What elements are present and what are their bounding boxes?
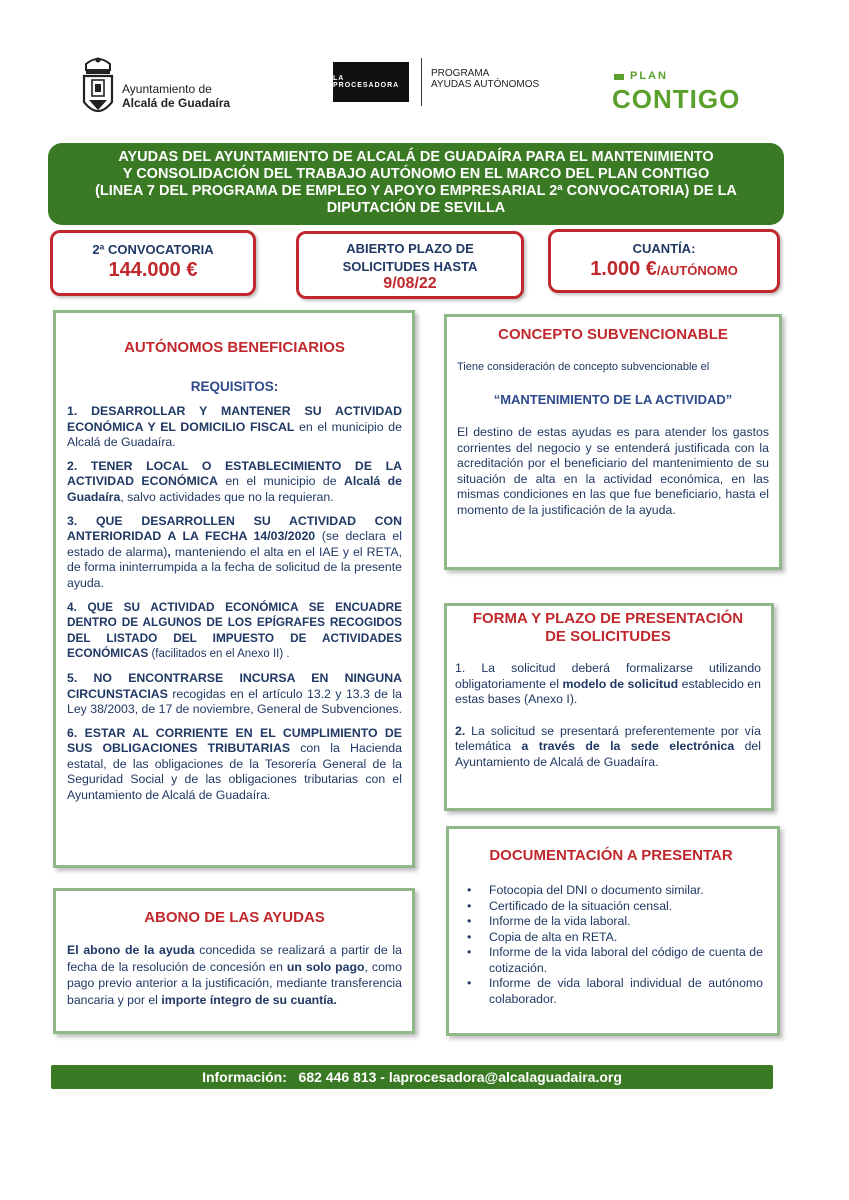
forma-p2 (455, 724, 761, 771)
requisito-2-bold: 2. TENER LOCAL O ESTABLECIMIENTO DE LA ACTIVIDAD ECONÓMICA (67, 458, 402, 489)
banner-line2: Y CONSOLIDACIÓN DEL TRABAJO AUTÓNOMO EN EL MARCO DEL PLAN CONTIGO (122, 166, 710, 182)
requisito-5 (67, 671, 402, 718)
forma-p2-num: 2. (455, 723, 466, 738)
requisito-5-bold: 5. NO ENCONTRARSE INCURSA EN NINGUNA CIRCUNSTACIAS (67, 670, 402, 701)
requisito-5-text: recogidas en el artículo 13.2 y 13.3 de la Ley 38/2003, de 17 de noviembre, General de Subvenciones. (67, 686, 402, 717)
list-item: • Copia de alta en RETA. (459, 930, 763, 946)
banner-line1: AYUDAS DEL AYUNTAMIENTO DE ALCALÁ DE GUADAÍRA PARA EL MANTENIMIENTO (118, 149, 714, 165)
info-footer (51, 1065, 773, 1089)
cuantia-box (548, 229, 780, 293)
forma-p1-bold: modelo de solicitud (562, 676, 679, 691)
contigo-label: CONTIGO (612, 84, 741, 114)
plazo-box (296, 231, 524, 299)
cuantia-value: 1.000 € (590, 258, 657, 280)
requisito-2-bold2: Alcalá de Guadaíra (67, 474, 403, 504)
footer-contact: 682 446 813 - laprocesadora@alcalaguadaira.org (298, 1069, 622, 1085)
requisito-4-text: (facilitados en el Anexo II) . (148, 648, 290, 661)
ayuntamiento-logo (80, 56, 250, 122)
plazo-date: 9/08/22 (383, 275, 437, 292)
coat-of-arms-icon (80, 56, 116, 122)
requisito-3-text: (se declara el estado de alarma) (67, 529, 402, 559)
documentacion-list (459, 883, 763, 1007)
plan-label: PLAN (630, 70, 668, 82)
requisito-6 (67, 726, 402, 804)
forma-p1-text: 1. La solicitud deberá formalizarse utilizando obligatoriamente el (455, 661, 761, 691)
requisito-4-bold: 4. QUE SU ACTIVIDAD ECONÓMICA SE ENCUADRE DENTRO DE ALGUNOS DE LOS EPÍGRAFES RECOGIDOS DEL LISTADO DEL IMPUESTO DE ACTIVIDADES ECONÓMICAS (67, 599, 402, 661)
forma-p2-text2: del Ayuntamiento de Alcalá de Guadaíra. (455, 739, 761, 769)
plan-icon (614, 74, 624, 80)
beneficiarios-section (53, 310, 415, 868)
programa-line1: PROGRAMA (431, 68, 490, 79)
requisito-1-bold: 1. DESARROLLAR Y MANTENER SU ACTIVIDAD ECONÓMICA Y EL DOMICILIO FISCAL (67, 404, 402, 434)
convocatoria-value: 144.000 € (108, 259, 198, 281)
programa-line2: AYUDAS AUTÓNOMOS (431, 79, 540, 90)
logo-divider (421, 58, 422, 106)
plazo-line2: SOLICITUDES HASTA (342, 259, 478, 274)
requisito-3 (67, 514, 402, 592)
requisito-2-text: en el municipio de (217, 474, 344, 489)
abono-title: ABONO DE LAS AYUDAS (144, 909, 325, 926)
list-item: • Fotocopia del DNI o documento similar. (459, 883, 763, 899)
programa-logo (431, 68, 551, 90)
documentacion-title: DOCUMENTACIÓN A PRESENTAR (489, 847, 733, 864)
concepto-body: El destino de estas ayudas es para atender los gastos corrientes del negocio y se entenderá justificada con la acreditación por el beneficiario del mantenimiento de su situación de alta en la actividad económica, en las mismas condiciones en las que fue beneficiario, hasta el momento de la justificación de la ayuda. (457, 425, 769, 517)
plan-contigo-logo (612, 70, 752, 114)
list-item: • Certificado de la situación censal. (459, 899, 763, 915)
concepto-title: CONCEPTO SUBVENCIONABLE (498, 326, 728, 343)
plazo-line1: ABIERTO PLAZO DE (346, 241, 474, 256)
concepto-section (444, 314, 782, 570)
requisito-3-bold: 3. QUE DESARROLLEN SU ACTIVIDAD CON ANTERIORIDAD A LA FECHA 14/03/2020 (67, 513, 402, 544)
concepto-quote: “MANTENIMIENTO DE LA ACTIVIDAD” (493, 392, 733, 407)
abono-bold-3: importe íntegro de su cuantía. (161, 992, 337, 1007)
banner-line3: (LINEA 7 DEL PROGRAMA DE EMPLEO Y APOYO EMPRESARIAL 2ª CONVOCATORIA) DE LA (95, 183, 737, 199)
list-item: • Informe de la vida laboral. (459, 914, 763, 930)
requisitos-list (67, 404, 402, 804)
cuantia-label: CUANTÍA: (632, 241, 696, 256)
banner-line4: DIPUTACIÓN DE SEVILLA (326, 200, 506, 216)
requisito-1-text: en el municipio de Alcalá de Guadaíra. (67, 419, 402, 450)
abono-text-1: concedida se realizará a partir de la fecha de la resolución de concesión en (67, 943, 402, 974)
la-procesadora-logo: LA PROCESADORA (333, 62, 409, 102)
requisito-3-comma: , (167, 544, 171, 559)
forma-p1-text2: establecido en estas bases (Anexo I). (455, 676, 761, 707)
requisitos-subtitle: REQUISITOS: (190, 379, 279, 394)
requisito-2 (67, 459, 402, 506)
forma-p2-bold: a través de la sede electrónica (521, 739, 735, 754)
convocatoria-label: 2ª CONVOCATORIA (92, 242, 214, 257)
beneficiarios-title: AUTÓNOMOS BENEFICIARIOS (124, 339, 345, 356)
list-item: • Informe de la vida laboral del código de cuenta de cotización. (459, 945, 763, 976)
abono-text (67, 942, 402, 1008)
list-item: • Informe de vida laboral individual de autónomo colaborador. (459, 976, 763, 1007)
footer-label: Información: (202, 1069, 287, 1085)
requisito-2-text2: , salvo actividades que no la requieran. (120, 489, 334, 504)
requisito-6-bold: 6. ESTAR AL CORRIENTE EN EL CUMPLIMIENTO DE SUS OBLIGACIONES TRIBUTARIAS (67, 725, 402, 756)
title-banner (48, 143, 784, 225)
abono-bold-1: El abono de la ayuda (67, 943, 195, 957)
abono-text-2: , como pago previo anterior a la justificación, mediante transferencia bancaria y por el (67, 959, 403, 1007)
requisito-3-text2: manteniendo el alta en el IAE y el RETA, de forma ininterrumpida a la fecha de solicitud de la presente ayuda. (67, 544, 402, 590)
forma-title-line2: DE SOLICITUDES (545, 628, 671, 645)
requisito-4 (67, 600, 402, 663)
requisito-1 (67, 404, 402, 451)
ayuntamiento-line1: Ayuntamiento de (122, 82, 212, 96)
documentacion-section (446, 826, 780, 1036)
abono-bold-2: un solo pago (286, 959, 365, 974)
ayuntamiento-line2: Alcalá de Guadaíra (122, 96, 231, 110)
forma-p1 (455, 661, 761, 708)
requisito-6-text: con la Hacienda estatal, de las obligaciones de la Tesorería General de la Seguridad Social y de las obligaciones tributarias con el Ayuntamiento de Alcalá de Guadaíra. (67, 741, 402, 803)
concepto-intro: Tiene consideración de concepto subvencionable el (457, 361, 710, 373)
forma-p2-text: La solicitud se presentará preferentemente por vía telemática (455, 723, 761, 754)
forma-title-line1: FORMA Y PLAZO DE PRESENTACIÓN (472, 610, 744, 627)
abono-section (53, 888, 415, 1034)
cuantia-value-line (551, 258, 777, 281)
convocatoria-box (50, 230, 256, 296)
cuantia-unit: /AUTÓNOMO (656, 263, 738, 278)
forma-section (444, 603, 774, 811)
